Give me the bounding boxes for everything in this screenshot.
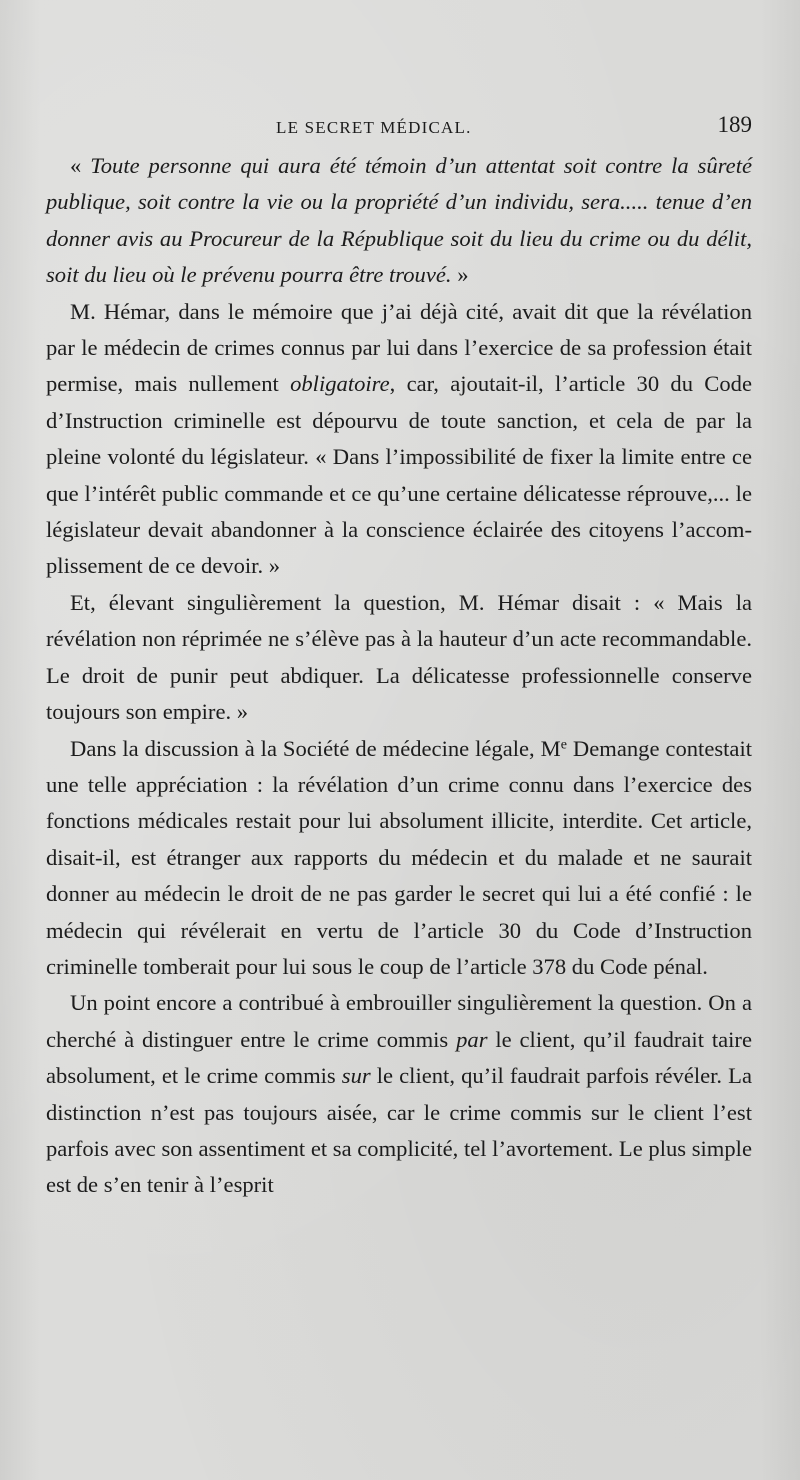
paragraph [46,294,752,585]
text-segment: Demange contestait une telle appréciation : la révélation d’un crime connu dans l’exercice des fonctions médicales restait pour lui absolument illicite, interdite. Cet article, disait-il, est étranger aux rapports du médecin et du malade et ne saurait donner au médecin le droit de ne pas garder le secret qui lui a été confié : le médecin qui révélerait en vertu de l’article 30 du Code d’Instruction criminelle tomberait pour lui sous le coup de l’article 378 du Code pénal. [46,735,752,979]
paragraph [46,985,752,1203]
running-title: LE SECRET MÉDICAL. [276,118,472,137]
page-number: 189 [717,112,752,137]
text-segment: Et, élevant singulièrement la question, M. Hémar disait : « Mais la révélation non réprimée ne s’élève pas à la hauteur d’un acte recommandable. Le droit de punir peut abdiquer. La délicatesse professionnelle conserve toujours son empire. » [46,589,752,725]
text-segment: , car, ajoutait-il, l’article 30 du Code d’Instruction criminelle est dépourvu de toute sanction, et cela de par la pleine volonté du législateur. « Dans l’impossibilité de fixer la limite entre ce que l’intérêt public commande et ce qu’une certaine délicatesse réprouve,... le législateur devait abandonner à la conscience éclairée des citoyens l’accomplissement de ce devoir. » [46,371,752,579]
italic-text: obligatoire [290,371,390,397]
paragraph-quote [46,148,752,294]
italic-text: par [456,1026,488,1052]
text-segment: le client, qu’il faudrait parfois révéler. La distinction n’est pas toujours aisée, car le crime commis sur le client l’est parfois avec son assentiment et sa complicité, tel l’avortement. Le plus simple est de s’en tenir à l’esprit [46,1063,752,1198]
paragraph [46,585,752,731]
text-segment: « [70,153,91,178]
text-segment: M. Hémar, dans le mémoire que j’ai déjà cité, avait dit que la révélation par le médecin de crimes connus par lui dans l’exercice de sa profession était permise, mais nullement [46,298,752,397]
running-header [46,112,752,148]
superscript-text: e [560,736,567,752]
italic-text: sur [341,1063,371,1089]
text-segment: » [451,262,469,288]
italic-text: Toute personne qui aura été témoin d’un attentat soit contre la sûreté publique, soit contre la vie ou la propriété d’un individu, sera..... tenue d’en donner avis au Procureur de la République soit du lieu du crime ou du délit, soit du lieu où le prévenu pourra être trouvé. [46,153,752,288]
text-segment: le client, qu’il faudrait taire absolument, et le crime commis [46,1026,752,1089]
paragraph [46,731,752,986]
body-text [46,148,752,1204]
text-segment: Dans la discussion à la Société de médecine légale, M [70,735,561,761]
text-segment: Un point encore a contribué à embrouiller singulièrement la question. On a cherché à distinguer entre le crime commis [46,990,752,1052]
